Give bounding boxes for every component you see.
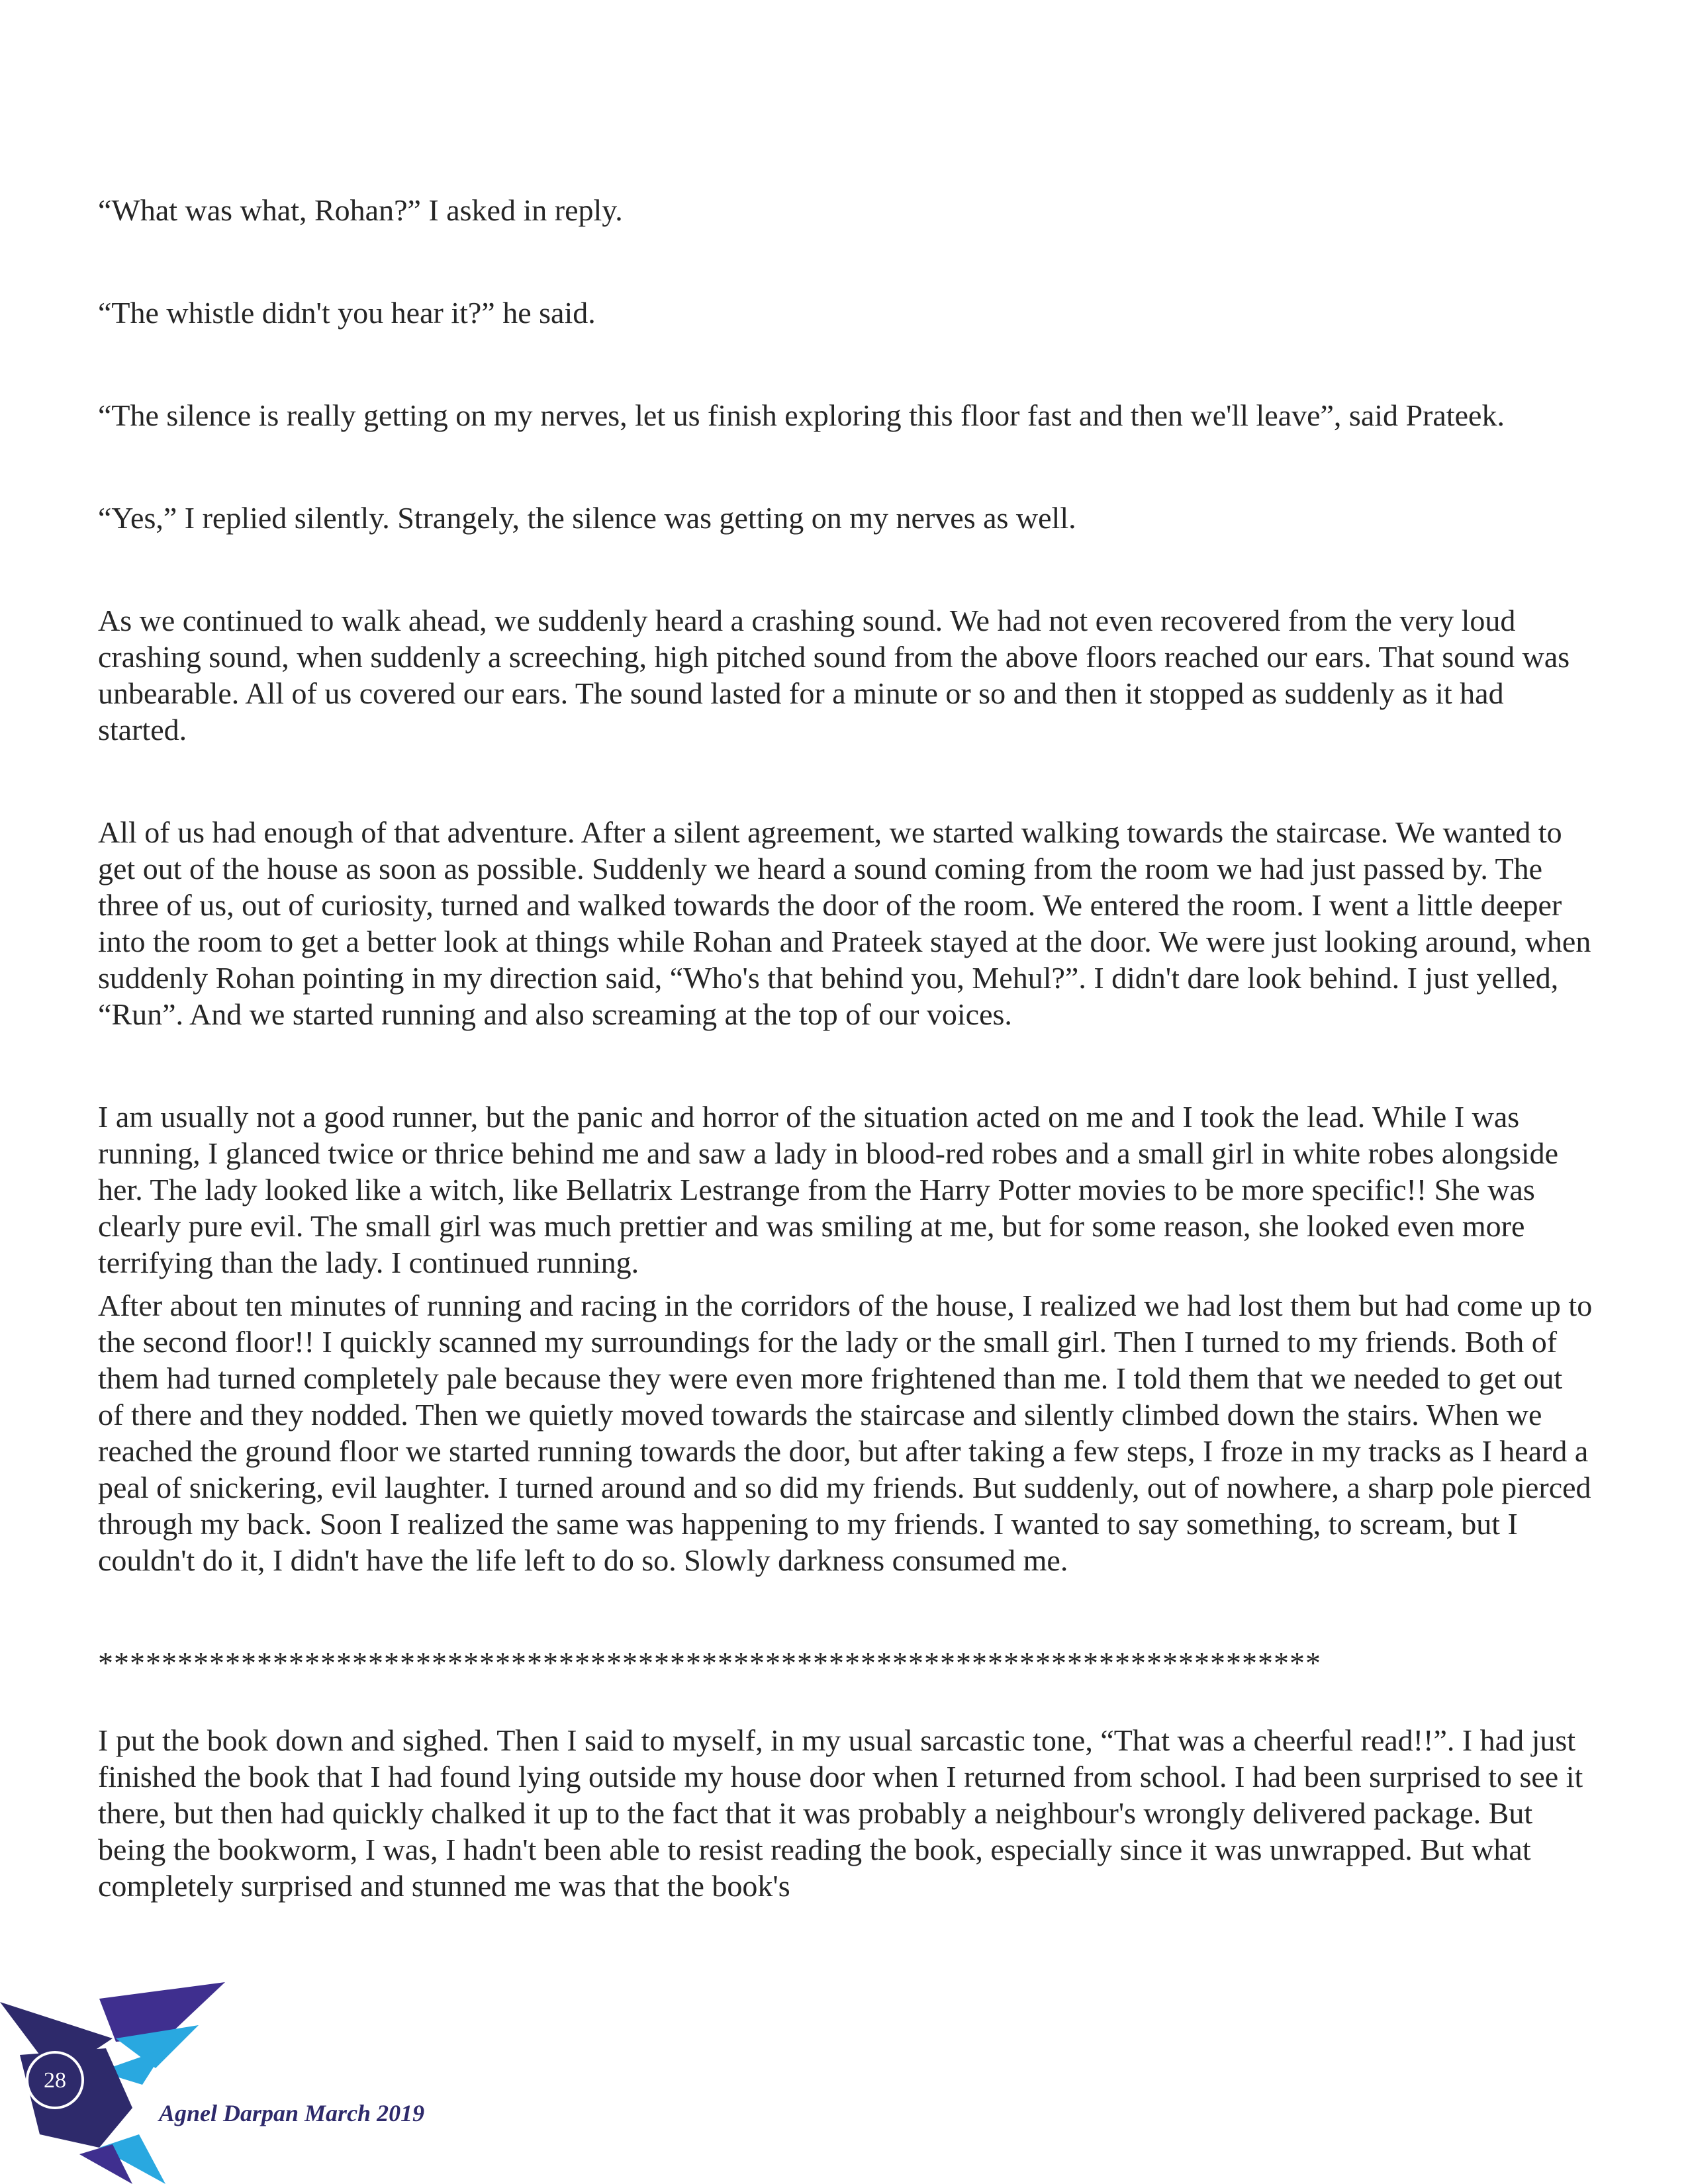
closing-paragraph: I put the book down and sighed. Then I said to myself, in my usual sarcastic tone, “That was a cheerful read!!”. I had just finished the book that I had found lying outside my house door when I returned from school. I had been surprised to see it there, but then had quickly chalked it up to the fact that it was probably a neighbour's wrongly delivered package. But being the bookworm, I was, I hadn't been able to resist reading the book, especially since it was unwrapped. But what completely surprised and stunned me was that the book's xyxy=(98,1723,1583,1903)
magazine-issue: Agnel Darpan March 2019 xyxy=(159,2100,425,2126)
story-paragraph-8: After about ten minutes of running and racing in the corridors of the house, I realized we had lost them but had come up to the second floor!! I quickly scanned my surroundings for the lady or the small girl. Then I turned to my friends. Both of them had turned completely pale because they were even more frightened than me. I told them that we needed to get out of there and they nodded. Then we quietly moved towards the staircase and silently climbed down the stairs. When we reached the ground floor we started running towards the door, but after taking a few steps, I froze in my tracks as I heard a peal of snickering, evil laughter. I turned around and so did my friends. But suddenly, out of nowhere, a sharp pole pierced through my back. Soon I realized the same was happening to my friends. I wanted to say something, to scream, but I couldn't do it, I didn't have the life left to do so. Slowly darkness consumed me. xyxy=(98,1289,1593,1577)
story-paragraph-4: “Yes,” I replied silently. Strangely, the silence was getting on my nerves as well. xyxy=(98,501,1076,535)
story-paragraph-7: I am usually not a good runner, but the panic and horror of the situation acted on me and I took the lead. While I was running, I glanced twice or thrice behind me and saw a lady in blood-red robes and a small girl in white robes alongside her. The lady looked like a witch, like Bellatrix Lestrange from the Harry Potter movies to be more specific!! She was clearly pure evil. The small girl was much prettier and was smiling at me, but for some reason, she looked even more terrifying than the lady. I continued running. xyxy=(98,1100,1559,1279)
page-number: 28 xyxy=(44,2068,66,2093)
story-body xyxy=(98,192,1595,1934)
section-divider: ***************************************************************************** xyxy=(98,1646,1321,1680)
story-paragraph-6: All of us had enough of that adventure. After a silent agreement, we started walking towards the staircase. We wanted to get out of the house as soon as possible. Suddenly we heard a sound coming from the room we had just passed by. The three of us, out of curiosity, turned and walked towards the door of the room. We entered the room. I went a little deeper into the room to get a better look at things while Rohan and Prateek stayed at the door. We were just looking around, when suddenly Rohan pointing in my direction said, “Who's that behind you, Mehul?”. I didn't dare look behind. I just yelled, “Run”. And we started running and also screaming at the top of our voices. xyxy=(98,815,1591,1031)
story-paragraph-3: “The silence is really getting on my nerves, let us finish exploring this floor fast and then we'll leave”, said Prateek. xyxy=(98,398,1505,432)
story-paragraph-2: “The whistle didn't you hear it?” he said. xyxy=(98,296,596,330)
story-paragraph-5: As we continued to walk ahead, we suddenly heard a crashing sound. We had not even recovered from the very loud crashing sound, when suddenly a screeching, high pitched sound from the above floors reached our ears. That sound was unbearable. All of us covered our ears. The sound lasted for a minute or so and then it stopped as suddenly as it had started. xyxy=(98,604,1570,747)
story-paragraph-1: “What was what, Rohan?” I asked in reply. xyxy=(98,193,623,227)
